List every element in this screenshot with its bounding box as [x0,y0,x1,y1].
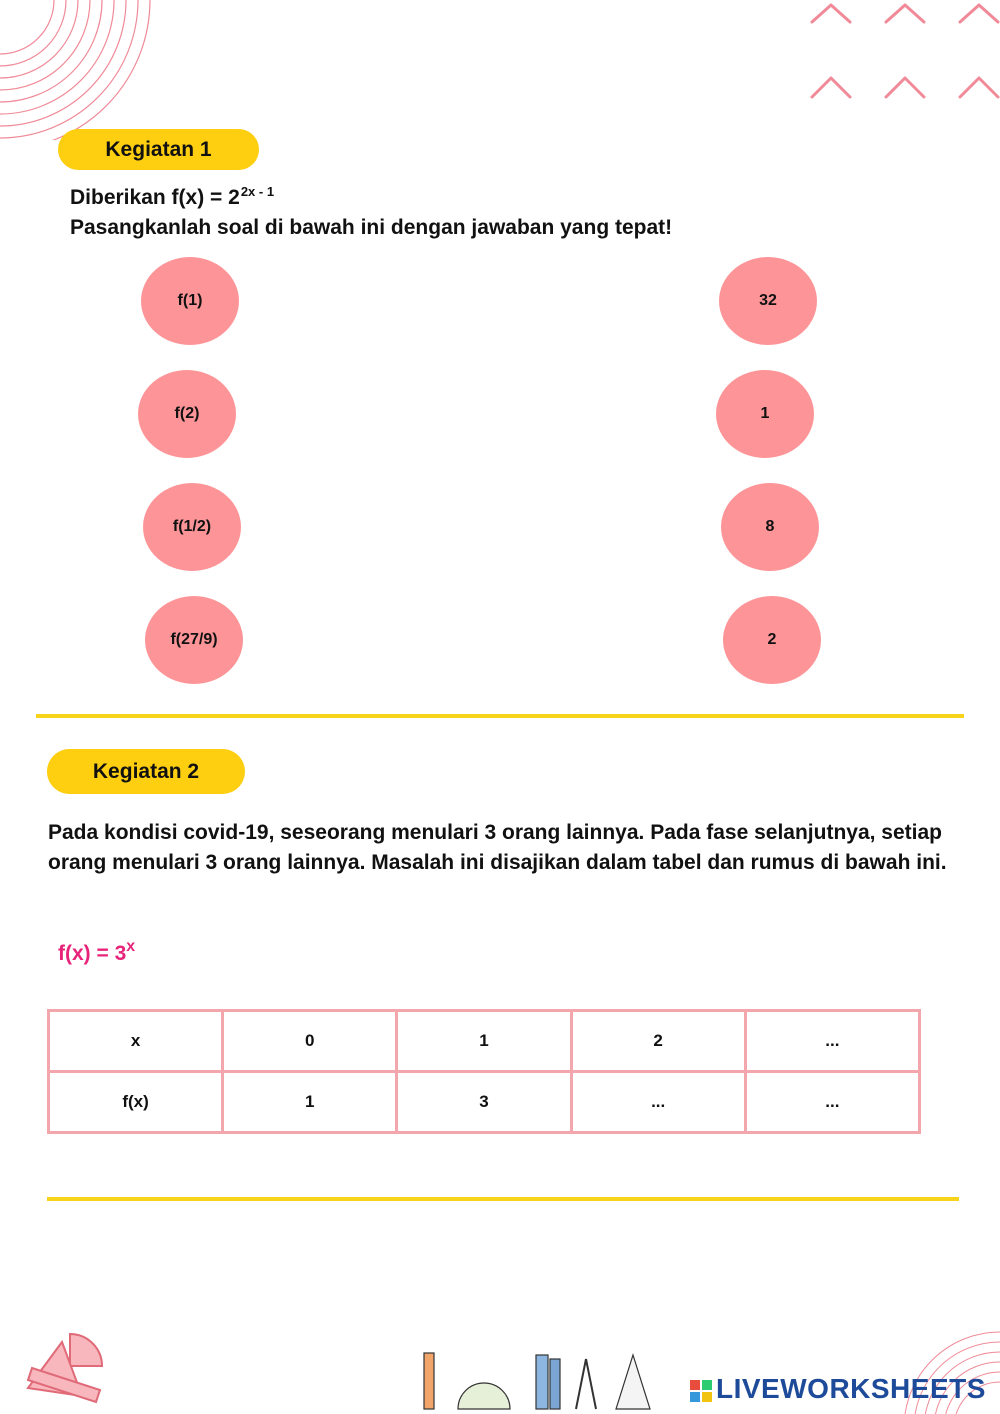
question-bubble-3[interactable]: f(1/2) [143,483,241,571]
table-cell-answer[interactable]: ... [745,1072,919,1133]
table-row-x [49,1011,920,1072]
activity-1-label: Kegiatan 1 [58,129,259,170]
decor-arcs-top-left [0,0,160,140]
growth-formula [58,938,136,966]
question-bubble-1[interactable]: f(1) [141,257,239,345]
growth-formula-exponent: x [126,938,136,955]
section-divider-2 [47,1197,959,1201]
section-divider-1 [36,714,964,718]
table-cell: f(x) [49,1072,223,1133]
growth-formula-base: f(x) = 3 [58,942,127,965]
table-cell: 1 [223,1072,397,1133]
liveworksheets-brand-text: LIVEWORKSHEETS [716,1373,986,1404]
value-table [47,1009,921,1134]
given-function-exponent: 2x - 1 [240,184,275,199]
table-cell: x [49,1011,223,1072]
answer-bubble-1[interactable]: 32 [719,257,817,345]
stationery-characters-icon [418,1345,658,1413]
given-function [70,186,274,210]
table-row-fx [49,1072,920,1133]
table-cell-answer[interactable]: ... [571,1072,745,1133]
liveworksheets-logo-icon [690,1380,712,1402]
answer-bubble-4[interactable]: 2 [723,596,821,684]
answer-bubble-3[interactable]: 8 [721,483,819,571]
activity-2-paragraph: Pada kondisi covid-19, seseorang menulari 3 orang lainnya. Pada fase selanjutnya, setiap orang menulari 3 orang lainnya. Masalah ini disajikan dalam tabel dan rumus di bawah ini. [48,821,947,874]
question-bubble-2[interactable]: f(2) [138,370,236,458]
table-cell: 3 [397,1072,571,1133]
activity-2-label: Kegiatan 2 [47,749,245,794]
geometry-tools-icon [22,1328,112,1406]
question-bubble-4[interactable]: f(27/9) [145,596,243,684]
decor-chevrons-top-right [800,0,1000,105]
activity-1-instruction: Pasangkanlah soal di bawah ini dengan jawaban yang tepat! [70,216,673,239]
table-cell: 2 [571,1011,745,1072]
given-function-base: Diberikan f(x) = 2 [70,186,240,209]
table-cell: 1 [397,1011,571,1072]
answer-bubble-2[interactable]: 1 [716,370,814,458]
table-cell: ... [745,1011,919,1072]
table-cell: 0 [223,1011,397,1072]
liveworksheets-logo [690,1373,986,1405]
